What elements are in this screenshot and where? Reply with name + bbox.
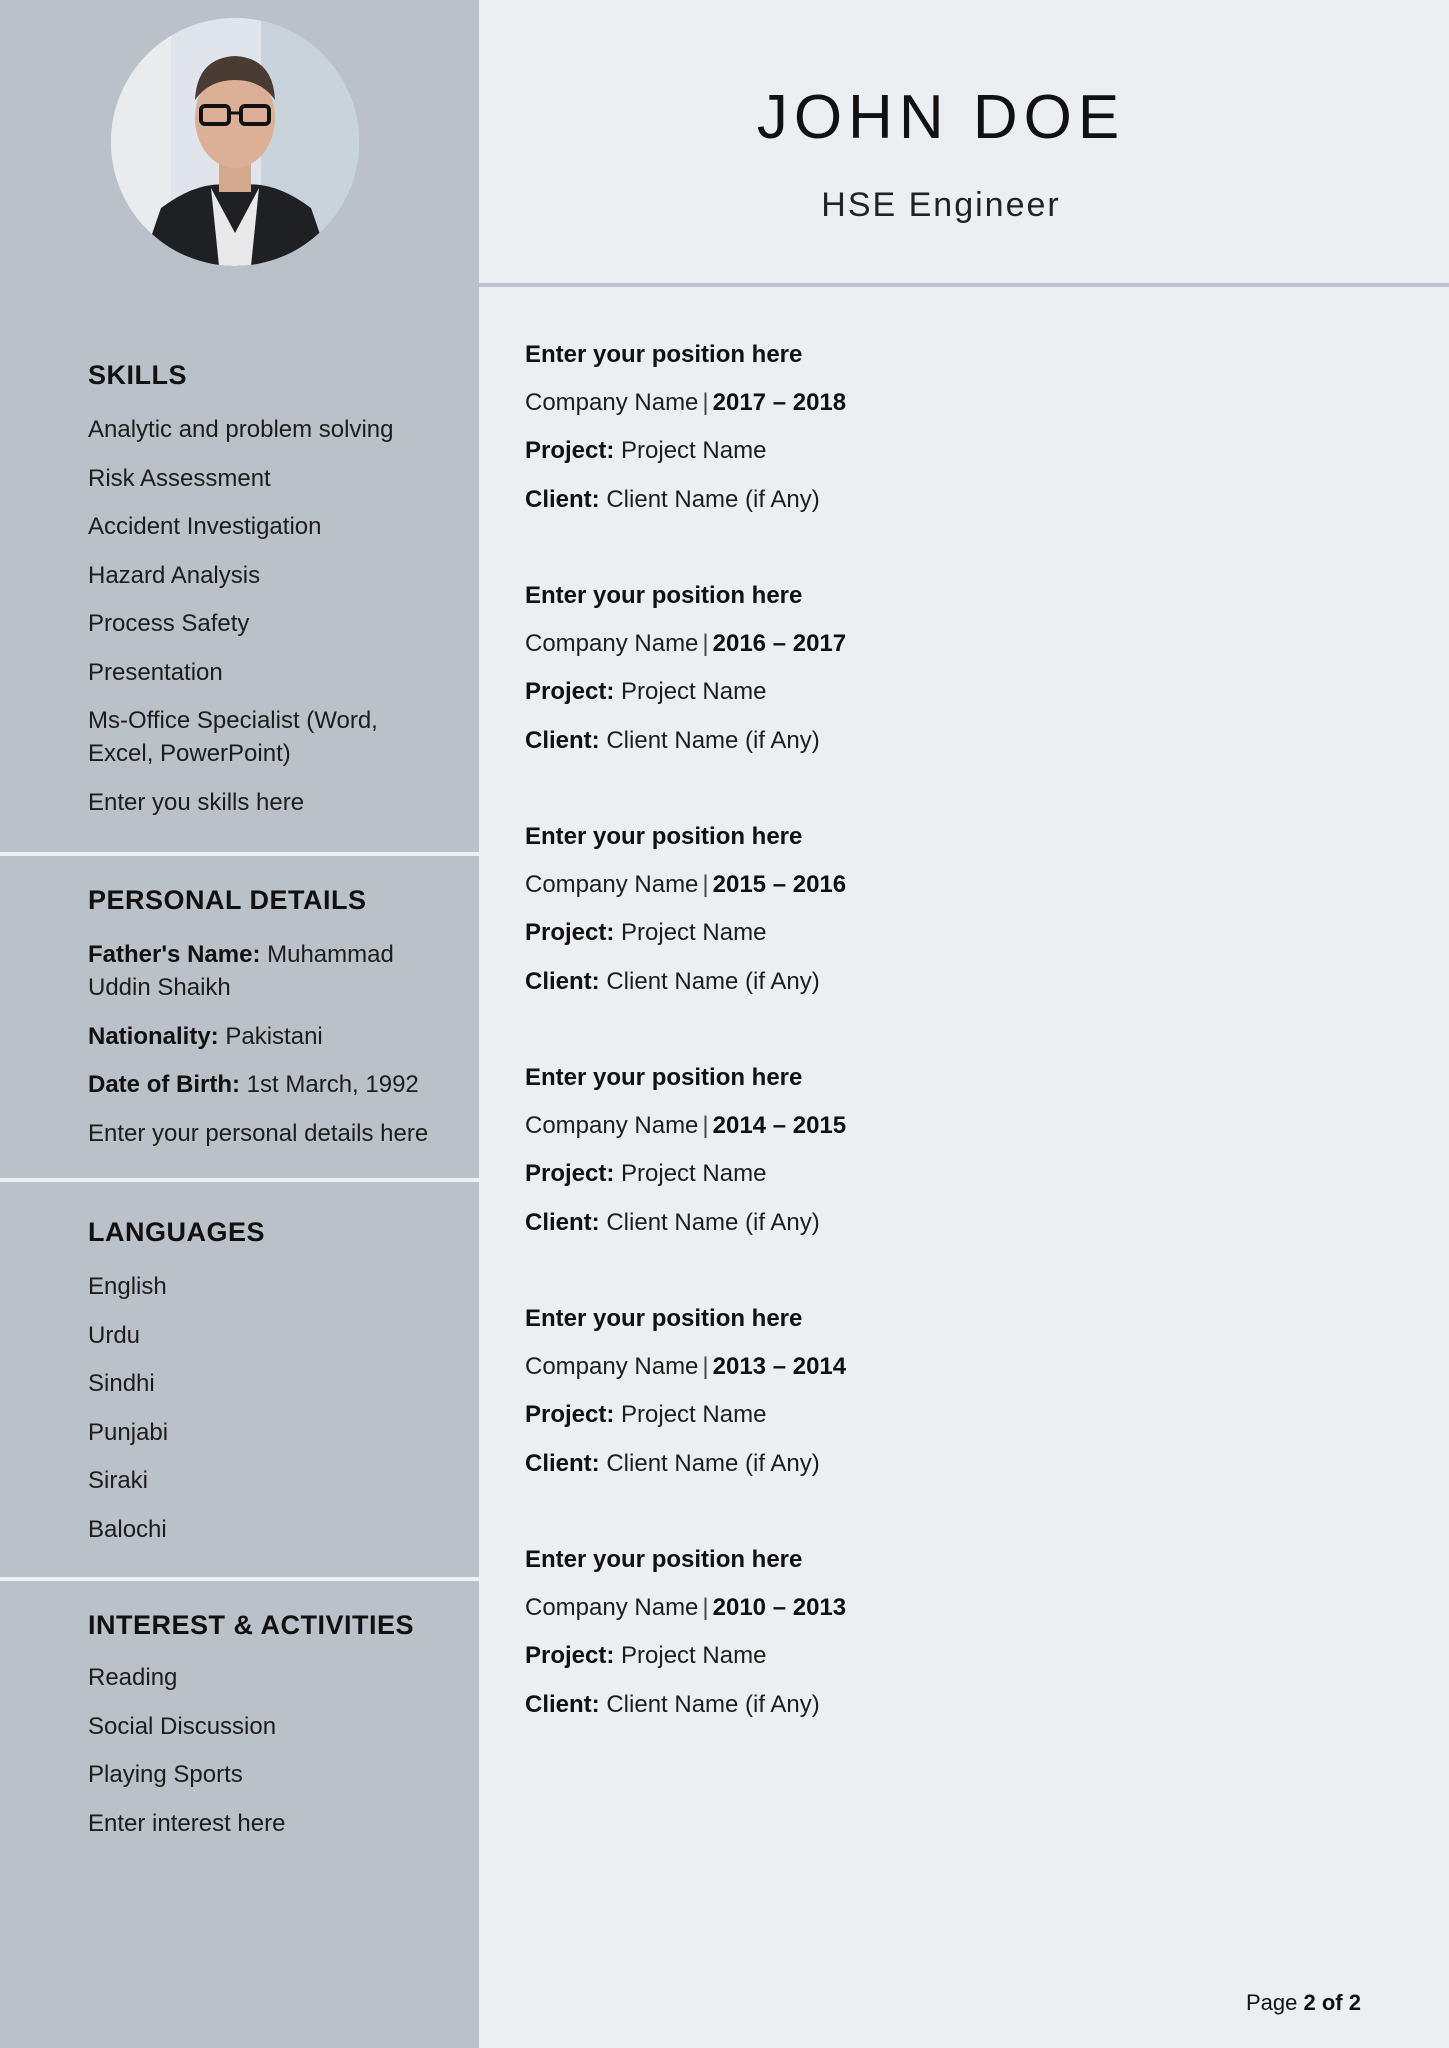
interest-item: Social Discussion bbox=[88, 1712, 277, 1740]
job-client: Client Name (if Any) bbox=[606, 1449, 820, 1477]
languages-list bbox=[88, 1270, 448, 1561]
job-company-line bbox=[525, 1109, 1345, 1157]
section-divider bbox=[0, 852, 479, 856]
job-company-line bbox=[525, 868, 1345, 916]
language-item: Sindhi bbox=[88, 1370, 155, 1397]
fathers-name-label: Father's Name: bbox=[88, 941, 261, 968]
separator: | bbox=[702, 630, 709, 658]
current-page: 2 bbox=[1303, 1990, 1316, 2015]
experience-list bbox=[525, 338, 1345, 1784]
separator: | bbox=[702, 1353, 709, 1381]
job-position: Enter your position here bbox=[525, 1546, 803, 1573]
job-years: 2017 – 2018 bbox=[712, 389, 847, 417]
personal-details-heading: PERSONAL DETAILS bbox=[88, 885, 367, 915]
profile-photo bbox=[111, 18, 359, 266]
language-item: English bbox=[88, 1273, 167, 1300]
dob-row bbox=[88, 1068, 448, 1101]
separator: | bbox=[702, 389, 709, 417]
interest-item: Reading bbox=[88, 1664, 178, 1691]
fathers-name-row bbox=[88, 938, 408, 1004]
job-project-line bbox=[525, 1157, 1345, 1205]
interest-item: Enter interest here bbox=[88, 1809, 286, 1837]
job-years: 2015 – 2016 bbox=[712, 871, 847, 899]
job-project-line bbox=[525, 916, 1345, 964]
skill-item: Enter you skills here bbox=[88, 788, 305, 816]
job-project: Project Name bbox=[621, 1401, 767, 1429]
job-company: Company Name bbox=[525, 630, 699, 658]
project-label: Project: bbox=[525, 437, 615, 465]
job-project: Project Name bbox=[621, 1642, 767, 1670]
client-label: Client: bbox=[525, 1449, 600, 1477]
job-position: Enter your position here bbox=[525, 341, 803, 368]
project-label: Project: bbox=[525, 919, 615, 947]
job-client-line bbox=[525, 1206, 1345, 1254]
job-client: Client Name (if Any) bbox=[606, 726, 820, 754]
client-label: Client: bbox=[525, 1690, 600, 1718]
experience-entry bbox=[525, 820, 1345, 1061]
interest-item: Playing Sports bbox=[88, 1761, 243, 1788]
client-label: Client: bbox=[525, 726, 600, 754]
skill-item: Risk Assessment bbox=[88, 464, 271, 492]
job-company-line bbox=[525, 1591, 1345, 1639]
job-client: Client Name (if Any) bbox=[606, 485, 820, 513]
interests-heading: INTEREST & ACTIVITIES bbox=[88, 1610, 415, 1640]
separator: | bbox=[702, 1112, 709, 1140]
job-company: Company Name bbox=[525, 1353, 699, 1381]
job-client: Client Name (if Any) bbox=[606, 1208, 820, 1236]
job-years: 2016 – 2017 bbox=[712, 630, 847, 658]
job-years: 2013 – 2014 bbox=[712, 1353, 847, 1381]
job-company-line bbox=[525, 386, 1345, 434]
skill-item: Ms-Office Specialist (Word, Excel, PowerPoint) bbox=[88, 707, 378, 767]
candidate-name: JOHN DOE bbox=[756, 83, 1126, 152]
experience-entry bbox=[525, 579, 1345, 820]
languages-heading: LANGUAGES bbox=[88, 1217, 266, 1247]
project-label: Project: bbox=[525, 1642, 615, 1670]
dob-label: Date of Birth: bbox=[88, 1071, 240, 1098]
experience-entry bbox=[525, 1061, 1345, 1302]
page-word: Page bbox=[1245, 1990, 1298, 2015]
total-pages: 2 bbox=[1348, 1990, 1361, 2015]
client-label: Client: bbox=[525, 967, 600, 995]
personal-details-list bbox=[88, 938, 448, 1165]
job-project-line bbox=[525, 1639, 1345, 1687]
job-client-line bbox=[525, 483, 1345, 531]
language-item: Punjabi bbox=[88, 1418, 169, 1446]
job-client-line bbox=[525, 724, 1345, 772]
job-client-line bbox=[525, 1688, 1345, 1736]
job-company: Company Name bbox=[525, 1594, 699, 1622]
job-project-line bbox=[525, 675, 1345, 723]
skill-item: Hazard Analysis bbox=[88, 561, 261, 589]
experience-entry bbox=[525, 1302, 1345, 1543]
skill-item: Accident Investigation bbox=[88, 513, 322, 540]
job-position: Enter your position here bbox=[525, 582, 803, 609]
job-project-line bbox=[525, 434, 1345, 482]
nationality-value: Pakistani bbox=[225, 1022, 323, 1050]
separator: | bbox=[702, 1594, 709, 1622]
job-company-line bbox=[525, 627, 1345, 675]
job-company: Company Name bbox=[525, 389, 699, 417]
skills-list bbox=[88, 413, 448, 834]
job-project: Project Name bbox=[621, 919, 767, 947]
person-portrait-icon bbox=[111, 18, 359, 266]
job-project: Project Name bbox=[621, 1160, 767, 1188]
skills-heading: SKILLS bbox=[88, 360, 188, 390]
job-years: 2010 – 2013 bbox=[712, 1594, 847, 1622]
candidate-title: HSE Engineer bbox=[821, 186, 1061, 224]
project-label: Project: bbox=[525, 1401, 615, 1429]
nationality-row bbox=[88, 1020, 448, 1053]
fathers-name-value: Muhammad Uddin Shaikh bbox=[88, 941, 394, 1001]
experience-entry bbox=[525, 338, 1345, 579]
job-years: 2014 – 2015 bbox=[712, 1112, 847, 1140]
personal-placeholder: Enter your personal details here bbox=[88, 1119, 429, 1147]
job-project: Project Name bbox=[621, 678, 767, 706]
language-item: Balochi bbox=[88, 1515, 167, 1543]
dob-value: 1st March, 1992 bbox=[246, 1071, 419, 1098]
job-project-line bbox=[525, 1398, 1345, 1446]
client-label: Client: bbox=[525, 1208, 600, 1236]
job-position: Enter your position here bbox=[525, 823, 803, 850]
project-label: Project: bbox=[525, 1160, 615, 1188]
section-divider bbox=[0, 1577, 479, 1581]
interests-list bbox=[88, 1661, 448, 1855]
experience-entry bbox=[525, 1543, 1345, 1784]
job-client-line bbox=[525, 965, 1345, 1013]
project-label: Project: bbox=[525, 678, 615, 706]
skill-item: Process Safety bbox=[88, 610, 250, 637]
header-divider bbox=[479, 283, 1449, 287]
of-word: of bbox=[1321, 1990, 1343, 2015]
page-number bbox=[1246, 1990, 1361, 2016]
job-company: Company Name bbox=[525, 1112, 699, 1140]
job-company: Company Name bbox=[525, 871, 699, 899]
language-item: Siraki bbox=[88, 1467, 149, 1494]
skill-item: Analytic and problem solving bbox=[88, 416, 394, 443]
separator: | bbox=[702, 871, 709, 899]
job-position: Enter your position here bbox=[525, 1305, 803, 1332]
language-item: Urdu bbox=[88, 1321, 141, 1349]
sidebar bbox=[0, 0, 479, 2048]
job-client: Client Name (if Any) bbox=[606, 1690, 820, 1718]
skill-item: Presentation bbox=[88, 658, 223, 686]
nationality-label: Nationality: bbox=[88, 1022, 219, 1050]
job-client-line bbox=[525, 1447, 1345, 1495]
client-label: Client: bbox=[525, 485, 600, 513]
section-divider bbox=[0, 1178, 479, 1182]
job-position: Enter your position here bbox=[525, 1064, 803, 1091]
job-company-line bbox=[525, 1350, 1345, 1398]
job-project: Project Name bbox=[621, 437, 767, 465]
job-client: Client Name (if Any) bbox=[606, 967, 820, 995]
